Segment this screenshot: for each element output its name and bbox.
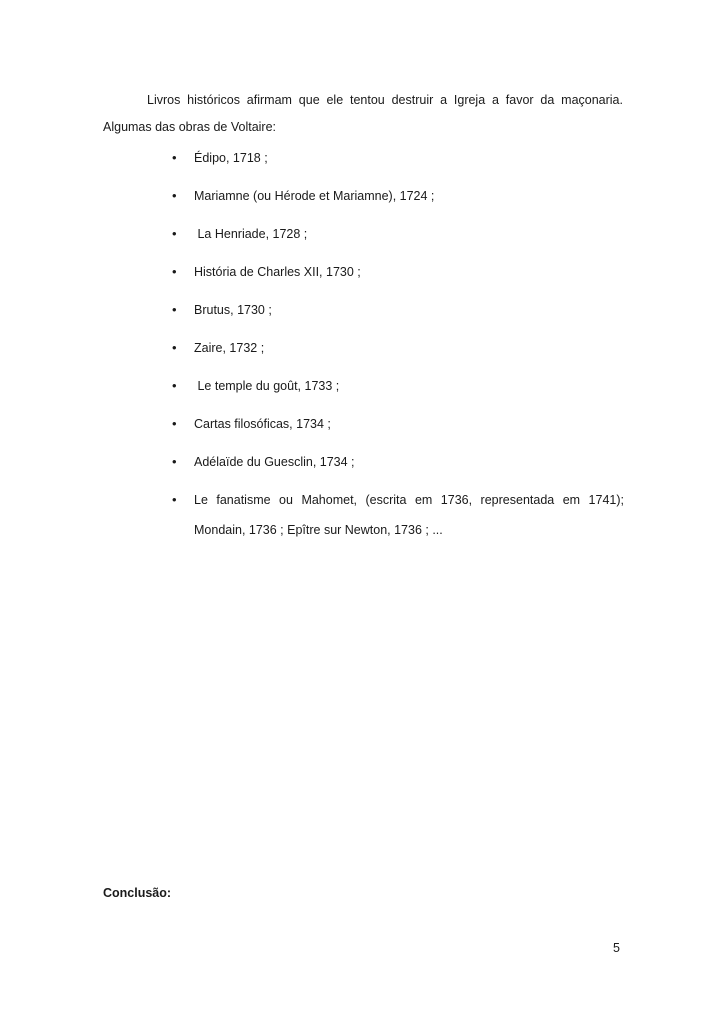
work-title: Brutus, 1730 ; [194,303,272,317]
page-number: 5 [613,941,620,955]
bullet-icon: • [172,492,177,507]
intro-paragraph [103,87,623,141]
list-item [172,376,624,414]
list-item [172,148,624,186]
list-item [172,262,624,300]
voltaire-works-list [172,148,624,545]
work-title: Mariamne (ou Hérode et Mariamne), 1724 ; [194,189,435,203]
bullet-icon: • [172,302,177,317]
work-title-continuation: Mondain, 1736 ; Epître sur Newton, 1736 ; ... [194,523,443,537]
intro-sentence: Livros históricos afirmam que ele tentou destruir a Igreja a favor da maçonaria. [147,93,623,107]
bullet-icon: • [172,340,177,355]
work-title: La Henriade, 1728 ; [194,227,308,241]
work-title: História de Charles XII, 1730 ; [194,265,361,279]
bullet-icon: • [172,378,177,393]
list-item [172,414,624,452]
list-item [172,186,624,224]
work-title: Édipo, 1718 ; [194,151,268,165]
work-title: Adélaïde du Guesclin, 1734 ; [194,455,355,469]
bullet-icon: • [172,416,177,431]
list-item [172,224,624,262]
work-title: Le temple du goût, 1733 ; [194,379,340,393]
bullet-icon: • [172,264,177,279]
list-item [172,338,624,376]
bullet-icon: • [172,454,177,469]
works-list-heading: Algumas das obras de Voltaire: [103,120,277,134]
bullet-icon: • [172,150,177,165]
list-item [172,300,624,338]
conclusion-heading: Conclusão: [103,886,172,900]
list-item [172,485,624,545]
work-title: Zaire, 1732 ; [194,341,265,355]
work-title-line: Le fanatisme ou Mahomet, (escrita em 1736, representada em 1741); [194,493,624,507]
work-title: Cartas filosóficas, 1734 ; [194,417,331,431]
bullet-icon: • [172,226,177,241]
bullet-icon: • [172,188,177,203]
